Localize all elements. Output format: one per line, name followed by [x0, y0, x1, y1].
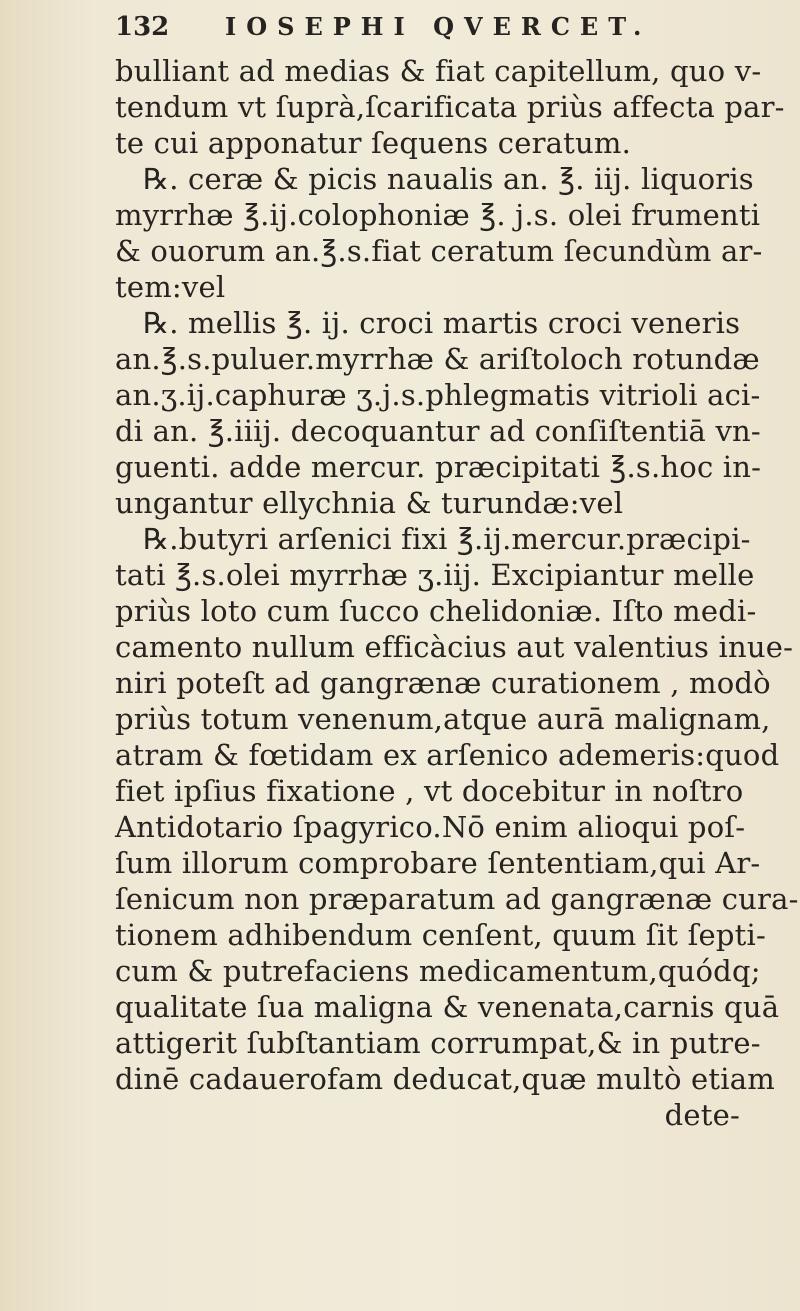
- text-line: niri poteſt ad gangrænæ curationem , modò: [115, 666, 771, 700]
- text-line: myrrhæ ℥.ij.colophoniæ ℥. j.s. olei frumenti: [115, 198, 761, 232]
- text-line: an.℥.s.puluer.myrrhæ & ariſtoloch rotundæ: [115, 342, 760, 376]
- text-line: guenti. adde mercur. præcipitati ℥.s.hoc in-: [115, 450, 762, 484]
- text-line: cum & putrefaciens medicamentum,quódq;: [115, 954, 761, 988]
- text-line: priùs totum venenum,atque aurā malignam,: [115, 702, 771, 736]
- text-line: camento nullum efficàcius aut valentius inue-: [115, 630, 794, 664]
- catchword: dete-: [664, 1098, 740, 1132]
- text-line: Antidotario ſpagyrico.Nō enim alioqui poſ-: [115, 810, 746, 844]
- text-line: ℞. mellis ℥. ij. croci martis croci veneris: [143, 306, 741, 340]
- text-line: bulliant ad medias & fiat capitellum, quo v-: [115, 54, 762, 88]
- text-line: tati ℥.s.olei myrrhæ ʒ.iij. Excipiantur melle: [115, 558, 755, 592]
- text-line: atram & fœtidam ex arſenico ademeris:quod: [115, 738, 780, 772]
- running-title: IOSEPHI QVERCET.: [225, 12, 652, 41]
- text-line: priùs loto cum ſucco chelidoniæ. Iſto medi-: [115, 594, 757, 628]
- text-line: fiet ipſius fixatione , vt docebitur in noſtro: [115, 774, 744, 808]
- text-line: an.ʒ.ij.caphuræ ʒ.j.s.phlegmatis vitrioli aci-: [115, 378, 761, 412]
- text-line: qualitate ſua maligna & venenata,carnis quā: [115, 990, 780, 1024]
- text-line: te cui apponatur ſequens ceratum.: [115, 126, 631, 160]
- text-line: tionem adhibendum cenſent, quum ſit ſepti-: [115, 918, 766, 952]
- text-line: tendum vt ſuprà,ſcarificata priùs affecta par-: [115, 90, 785, 124]
- text-line: attigerit ſubſtantiam corrumpat,& in putre-: [115, 1026, 761, 1060]
- text-line: tem:vel: [115, 270, 226, 304]
- text-line: dinē cadauerofam deducat,quæ multò etiam: [115, 1062, 775, 1096]
- text-line: ſenicum non præparatum ad gangrænæ cura-: [115, 882, 799, 916]
- text-line: & ouorum an.℥.s.fiat ceratum ſecundùm ar-: [115, 234, 763, 268]
- page-header: [115, 8, 735, 48]
- text-line: ungantur ellychnia & turundæ:vel: [115, 486, 624, 520]
- text-line: ſum illorum comprobare ſententiam,qui Ar-: [115, 846, 761, 880]
- text-line: ℞. ceræ & picis naualis an. ℥. iij. liquoris: [143, 162, 754, 196]
- body-text: [115, 53, 799, 1133]
- text-line: di an. ℥.iiij. decoquantur ad conſiſtentiā vn-: [115, 414, 761, 448]
- page-number: 132: [115, 12, 170, 42]
- text-line: ℞.butyri arſenici fixi ℥.ij.mercur.præcipi-: [143, 522, 751, 556]
